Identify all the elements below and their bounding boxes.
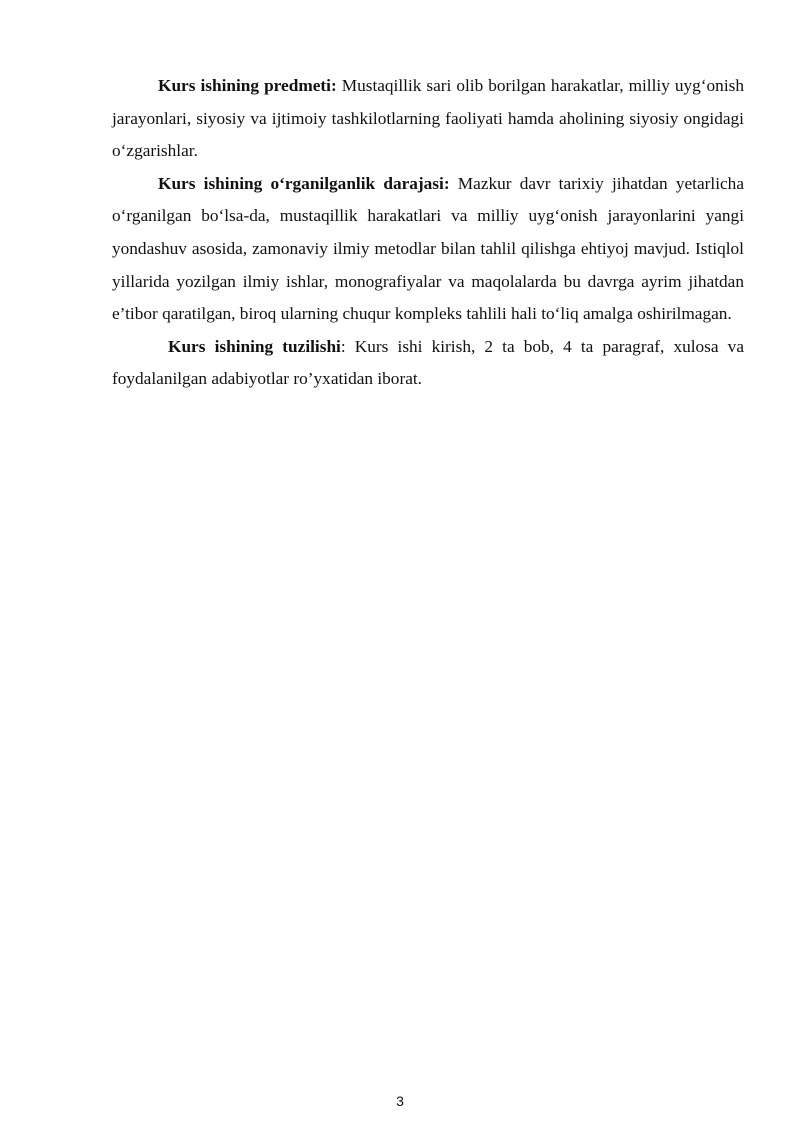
page-number: 3 bbox=[396, 1093, 404, 1109]
paragraph-study-level bbox=[112, 168, 744, 331]
paragraph-subject bbox=[112, 70, 744, 168]
paragraph-structure-heading: Kurs ishining tuzilishi bbox=[168, 336, 341, 356]
paragraph-structure-text: : Kurs ishi kirish, 2 ta bob, 4 ta paragraf, xulosa va foydalanilgan adabiyotlar ro’yxatidan iborat. bbox=[112, 336, 744, 389]
paragraph-structure bbox=[112, 331, 744, 396]
paragraph-subject-text: Mustaqillik sari olib borilgan harakatlar, milliy uyg‘onish jarayonlari, siyosiy va ijtimoiy tashkilotlarning faoliyati hamda aholining siyosiy ongidagi o‘zgarishlar. bbox=[112, 76, 744, 161]
paragraph-study-level-text: Mazkur davr tarixiy jihatdan yetarlicha o‘rganilgan bo‘lsa-da, mustaqillik harakatlari va milliy uyg‘onish jarayonlarini yangi yondashuv asosida, zamonaviy ilmiy metodlar bilan tahlil qilishga ehtiyoj mavjud. Istiqlol yillarida yozilgan ilmiy ishlar, monografiyalar va maqolalarda bu davrga ayrim jihatdan e’tibor qaratilgan, biroq ularning chuqur kompleks tahlili hali to‘liq amalga oshirilmagan. bbox=[112, 173, 744, 324]
paragraph-subject-heading: Kurs ishining predmeti: bbox=[158, 76, 337, 95]
document-body bbox=[112, 70, 744, 396]
paragraph-study-level-heading: Kurs ishining o‘rganilganlik darajasi: bbox=[158, 173, 450, 193]
